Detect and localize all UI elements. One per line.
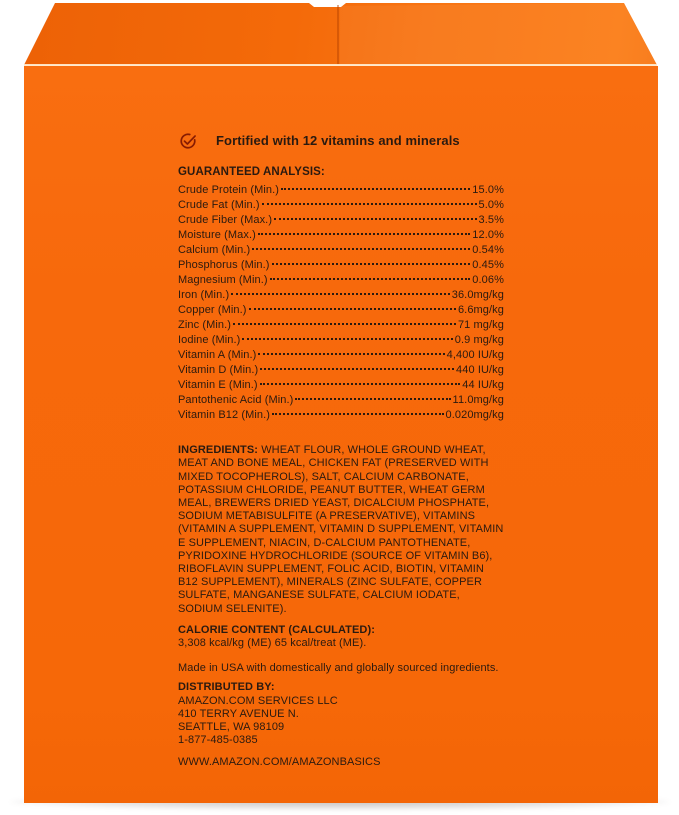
analysis-row-value: 5.0% — [478, 199, 504, 212]
distributor-name: AMAZON.COM SERVICES LLC — [178, 694, 338, 707]
dotted-leader — [295, 398, 450, 400]
analysis-row — [178, 348, 504, 363]
analysis-row-value: 36.0mg/kg — [451, 289, 504, 302]
dotted-leader — [260, 383, 461, 385]
calorie-content-value: 3,308 kcal/kg (ME) 65 kcal/treat (ME). — [178, 637, 367, 650]
analysis-row-value: 0.9 mg/kg — [454, 334, 504, 347]
analysis-row — [178, 318, 504, 333]
analysis-row-label: Calcium (Min.) — [178, 244, 251, 257]
distributor-block — [178, 681, 504, 747]
distributor-city: SEATTLE, WA 98109 — [178, 721, 285, 734]
dotted-leader — [272, 413, 443, 415]
fortified-claim — [179, 132, 504, 150]
analysis-row — [178, 213, 504, 228]
lid-flap-seam — [337, 5, 339, 65]
analysis-row — [178, 258, 504, 273]
analysis-row-value: 15.0% — [472, 184, 504, 197]
analysis-row-value: 6.6mg/kg — [457, 304, 504, 317]
analysis-row-label: Phosphorus (Min.) — [178, 259, 270, 272]
analysis-row-value: 11.0mg/kg — [452, 394, 504, 407]
analysis-row-label: Magnesium (Min.) — [178, 274, 268, 287]
analysis-row-label: Zinc (Min.) — [178, 319, 232, 332]
analysis-row-value: 44 IU/kg — [462, 379, 504, 392]
dotted-leader — [233, 323, 456, 325]
analysis-row-label: Pantothenic Acid (Min.) — [178, 394, 294, 407]
dotted-leader — [260, 368, 454, 370]
calorie-content-title: CALORIE CONTENT (CALCULATED): — [178, 623, 376, 636]
dotted-leader — [258, 233, 470, 235]
analysis-row — [178, 228, 504, 243]
dotted-leader — [252, 248, 470, 250]
analysis-row-label: Iodine (Min.) — [178, 334, 241, 347]
analysis-row-label: Vitamin D (Min.) — [178, 364, 259, 377]
analysis-row — [178, 183, 504, 198]
dotted-leader — [281, 188, 470, 190]
calorie-content-block — [178, 624, 504, 650]
analysis-row-label: Vitamin B12 (Min.) — [178, 409, 271, 422]
dotted-leader — [274, 218, 476, 220]
guaranteed-analysis-title: GUARANTEED ANALYSIS: — [178, 166, 325, 178]
dotted-leader — [272, 263, 471, 265]
analysis-row-label: Vitamin A (Min.) — [178, 349, 257, 362]
analysis-row-value: 0.45% — [472, 259, 504, 272]
dotted-leader — [242, 338, 452, 340]
analysis-row — [178, 333, 504, 348]
analysis-row-value: 0.06% — [472, 274, 504, 287]
analysis-row — [178, 393, 504, 408]
analysis-row-label: Vitamin E (Min.) — [178, 379, 258, 392]
analysis-row — [178, 198, 504, 213]
dotted-leader — [231, 293, 450, 295]
dotted-leader — [270, 278, 471, 280]
analysis-row — [178, 288, 504, 303]
nutrition-label-panel — [178, 132, 504, 770]
distributor-title: DISTRIBUTED BY: — [178, 681, 275, 694]
analysis-row — [178, 303, 504, 318]
origin-statement: Made in USA with domestically and globally sourced ingredients. — [178, 662, 499, 675]
ingredients-label: INGREDIENTS: — [178, 444, 259, 457]
analysis-row-label: Copper (Min.) — [178, 304, 247, 317]
dotted-leader — [249, 308, 456, 310]
analysis-row — [178, 243, 504, 258]
analysis-row — [178, 378, 504, 393]
box-front-panel — [24, 66, 658, 803]
analysis-row-label: Crude Fat (Min.) — [178, 199, 260, 212]
analysis-row-label: Crude Fiber (Max.) — [178, 214, 273, 227]
analysis-row-value: 12.0% — [472, 229, 504, 242]
analysis-row — [178, 408, 504, 423]
analysis-row — [178, 363, 504, 378]
analysis-row-value: 71 mg/kg — [457, 319, 504, 332]
check-circle-icon — [179, 132, 197, 150]
analysis-row-label: Moisture (Max.) — [178, 229, 256, 242]
distributor-address: 410 TERRY AVENUE N. — [178, 707, 299, 720]
guaranteed-analysis-table — [178, 183, 504, 423]
ingredients-text: WHEAT FLOUR, WHOLE GROUND WHEAT, MEAT AND BONE MEAL, CHICKEN FAT (PRESERVED WITH MIXED TOCOPHEROLS), SALT, CALCIUM CARBONATE, POTASSIUM CHLORIDE, PEANUT BUTTER, WHEAT GERM MEAL, BREWERS DRIED YEAST, DICALCIUM PHOSPHATE, SODIUM METABISULFITE (A PRESERVATIVE), VITAMINS (VITAMIN A SUPPLEMENT, VITAMIN D SUPPLEMENT, VITAMIN E SUPPLEMENT, NIACIN, D-CALCIUM PANTOTHENATE, PYRIDOXINE HYDROCHLORIDE (SOURCE OF VITAMIN B6), RIBOFLAVIN SUPPLEMENT, FOLIC ACID, BIOTIN, VITAMIN B12 SUPPLEMENT), MINERALS (ZINC SULFATE, COPPER SULFATE, MANGANESE SULFATE, CALCIUM IODATE, SODIUM SELENITE). — [178, 444, 504, 615]
distributor-phone: 1-877-485-0385 — [178, 734, 258, 747]
ingredients-paragraph — [178, 444, 504, 616]
analysis-row-value: 0.020mg/kg — [445, 409, 504, 422]
analysis-row-value: 3.5% — [478, 214, 504, 227]
analysis-row-value: 440 IU/kg — [456, 364, 504, 377]
dotted-leader — [262, 203, 477, 205]
fortified-claim-text: Fortified with 12 vitamins and minerals — [216, 133, 460, 149]
analysis-row-label: Iron (Min.) — [178, 289, 230, 302]
analysis-row-label: Crude Protein (Min.) — [178, 184, 280, 197]
website-url: WWW.AMAZON.COM/AMAZONBASICS — [178, 756, 381, 769]
dotted-leader — [258, 353, 444, 355]
analysis-row-value: 0.54% — [472, 244, 504, 257]
analysis-row — [178, 273, 504, 288]
analysis-row-value: 4,400 IU/kg — [446, 349, 504, 362]
